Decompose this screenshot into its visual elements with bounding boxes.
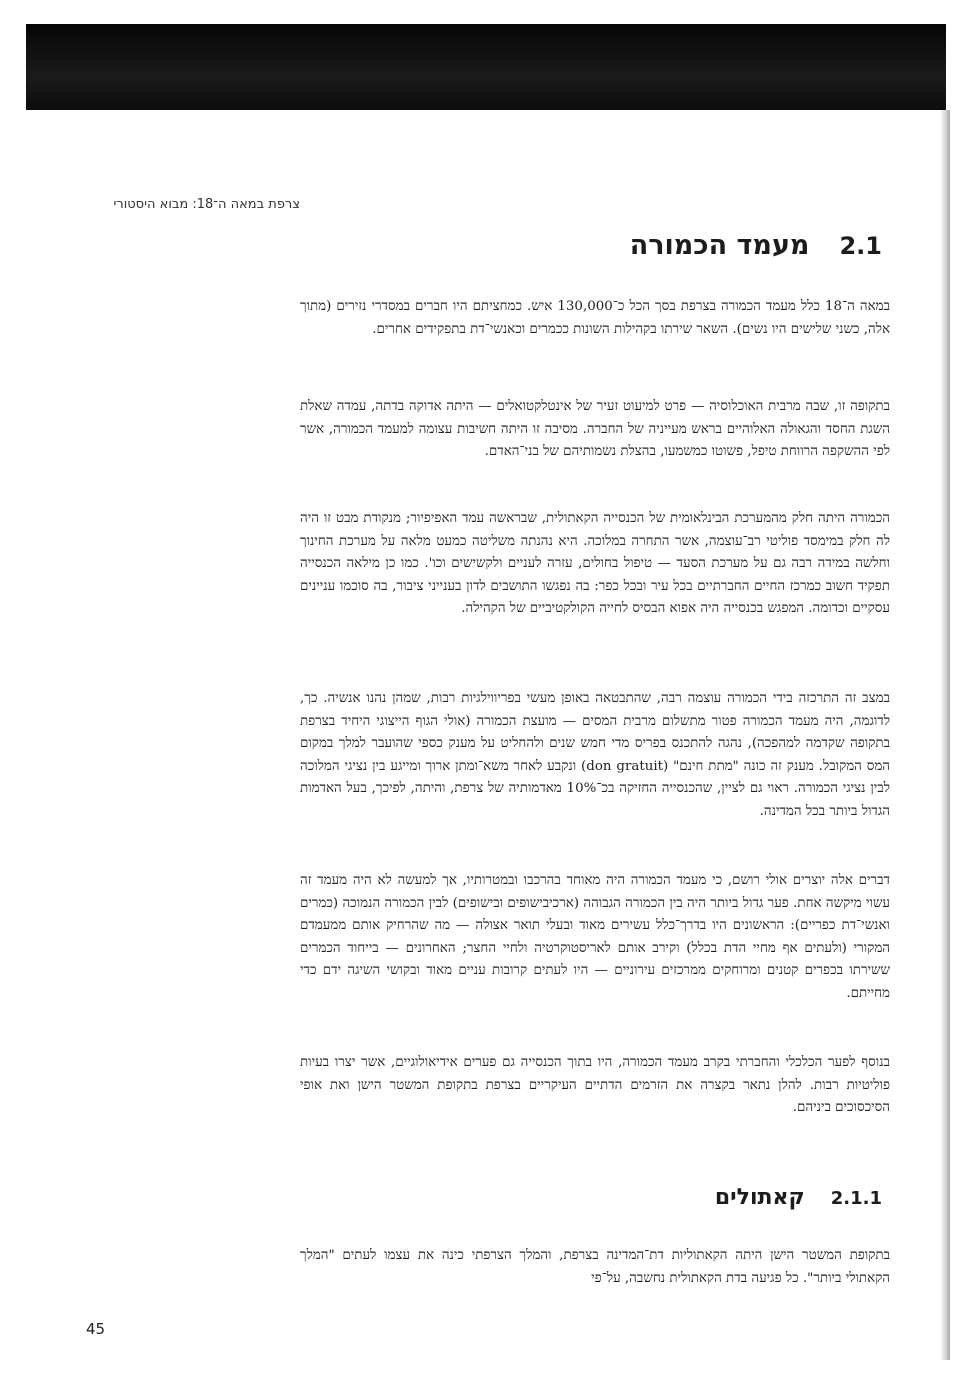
paragraph-3 [300, 508, 890, 621]
paragraph-text: בתקופה זו, שבה מרבית האוכלוסיה — פרט למיעוט זעיר של אינטלקטואלים — היתה אדוקה בדתה, עמדה שאלת השגת החסד והגאולה האלוהיים בראש מעייניה של החברה. מסיבה זו היתה חשיבות עצומה למעמד הכמורה, אשר לפי ההשקפה הרווחת טיפל, פשוטו כמשמעו, בהצלת נשמותיהם של בני־האדם. [300, 399, 890, 460]
subsection-heading [600, 1185, 882, 1210]
paragraph-text: הכמורה היתה חלק מהמערכת הבינלאומית של הכנסייה הקאתולית, שבראשה עמד האפיפיור; מנקודת מבט זו היה לה חלק במימסד פוליטי רב־עוצמה, אשר התחרה במלוכה. היא נהנתה משליטה כמעט מלאה על מערכת החינוך וחלשה במידה רבה גם על מערכת הסעד — טיפול בחולים, עזרה לעניים ולקשישים וכו'. כמו כן מילאה הכנסייה תפקיד חשוב כמרכז החיים החברתיים בכל עיר ובכל כפר: בה נפגשו התושבים לדון בענייני ציבור, בה סוכמו עניינים עסקיים וכדומה. המפגש בכנסייה היה אפוא הבסיס לחייה הקולקטיביים של הקהילה. [300, 511, 890, 617]
paragraph-7 [300, 1245, 890, 1290]
page-number: 45 [86, 1320, 106, 1338]
paragraph-2 [300, 396, 890, 464]
paragraph-6 [300, 1052, 890, 1120]
paragraph-5 [300, 870, 890, 1006]
section-number: 2.1 [839, 232, 882, 260]
paragraph-text: במאה ה־18 כלל מעמד הכמורה בצרפת בסך הכל כ־130,000 איש. כמחציתם היו חברים במסדרי נזירים (מתוך אלה, כשני שלישים היו נשים). השאר שירתו בקהילות השונות ככמרים וכאנשי־דת בתפקידים אחרים. [300, 299, 890, 337]
scan-top-band [26, 24, 946, 110]
subsection-number: 2.1.1 [830, 1188, 882, 1209]
section-heading [560, 230, 882, 261]
running-header: צרפת במאה ה־18: מבוא היסטורי [113, 197, 300, 212]
paragraph-4 [300, 688, 890, 824]
scan-page-edge-shadow [940, 110, 950, 1360]
subsection-title: קאתולים [714, 1185, 805, 1210]
paragraph-text: במצב זה התרכזה בידי הכמורה עוצמה רבה, שהתבטאה באופן מעשי בפריווילגיות רבות, שמהן נהנו אנשיה. כך, לדוגמה, היה מעמד הכמורה פטור מתשלום מרבית המסים — מועצת הכמורה (אולי הגוף הייצוגי היחיד בצרפת בתקופה שקדמה למהפכה), נהגה להתכנס בפריס מדי חמש שנים ולהחליט על מענק כספי שהועבר למלך במקום המס המקובל. מענק זה כונה "מתת חינם" (don gratuit) ונקבע לאחר משא־ומתן ארוך ומייגע בין נציגי המלוכה לבין נציגי הכמורה. ראוי גם לציין, שהכנסייה החזיקה בכ־10% מאדמותיה של צרפת, והיתה, לפיכך, בעל האדמות הגדול ביותר בכל המדינה. [300, 691, 891, 819]
paragraph-1 [300, 296, 890, 341]
section-title: מעמד הכמורה [629, 230, 810, 261]
paragraph-text: בתקופת המשטר הישן היתה הקאתוליות דת־המדינה בצרפת, והמלך הצרפתי כינה את עצמו לעתים "המלך הקאתולי ביותר". כל פגיעה בדת הקאתולית נחשבה, על־פי [300, 1248, 890, 1286]
paragraph-text: בנוסף לפער הכלכלי והחברתי בקרב מעמד הכמורה, היו בתוך הכנסייה גם פערים אידיאולוגיים, אשר יצרו בעיות פוליטיות רבות. להלן נתאר בקצרה את הזרמים הדתיים העיקריים בצרפת בתקופת המשטר הישן ואת אופי הסיכסוכים ביניהם. [300, 1055, 890, 1116]
paragraph-text: דברים אלה יוצרים אולי רושם, כי מעמד הכמורה היה מאוחד בהרכבו ובמטרותיו, אך למעשה לא היה מעמד זה עשוי מיקשה אחת. פער גדול ביותר היה בין הכמורה הגבוהה (ארכיבישופים ובישופים) לבין הכמורה הנמוכה (כמרים ואנשי־דת כפריים): הראשונים היו בדרך־כלל עשירים מאוד ובעלי תואר אצולה — מה שהרחיק אותם ממעמדם המקורי (ולעתים אף מחיי הדת בכלל) וקירב אותם לאריסטוקרטיה ולחיי החצר; האחרונים — בייחוד הכמרים ששירתו בכפרים קטנים ומרוחקים ממרכזים עירוניים — היו לעתים קרובות עניים מאוד ובקושי השיגה ידם כדי מחייתם. [300, 873, 890, 1001]
